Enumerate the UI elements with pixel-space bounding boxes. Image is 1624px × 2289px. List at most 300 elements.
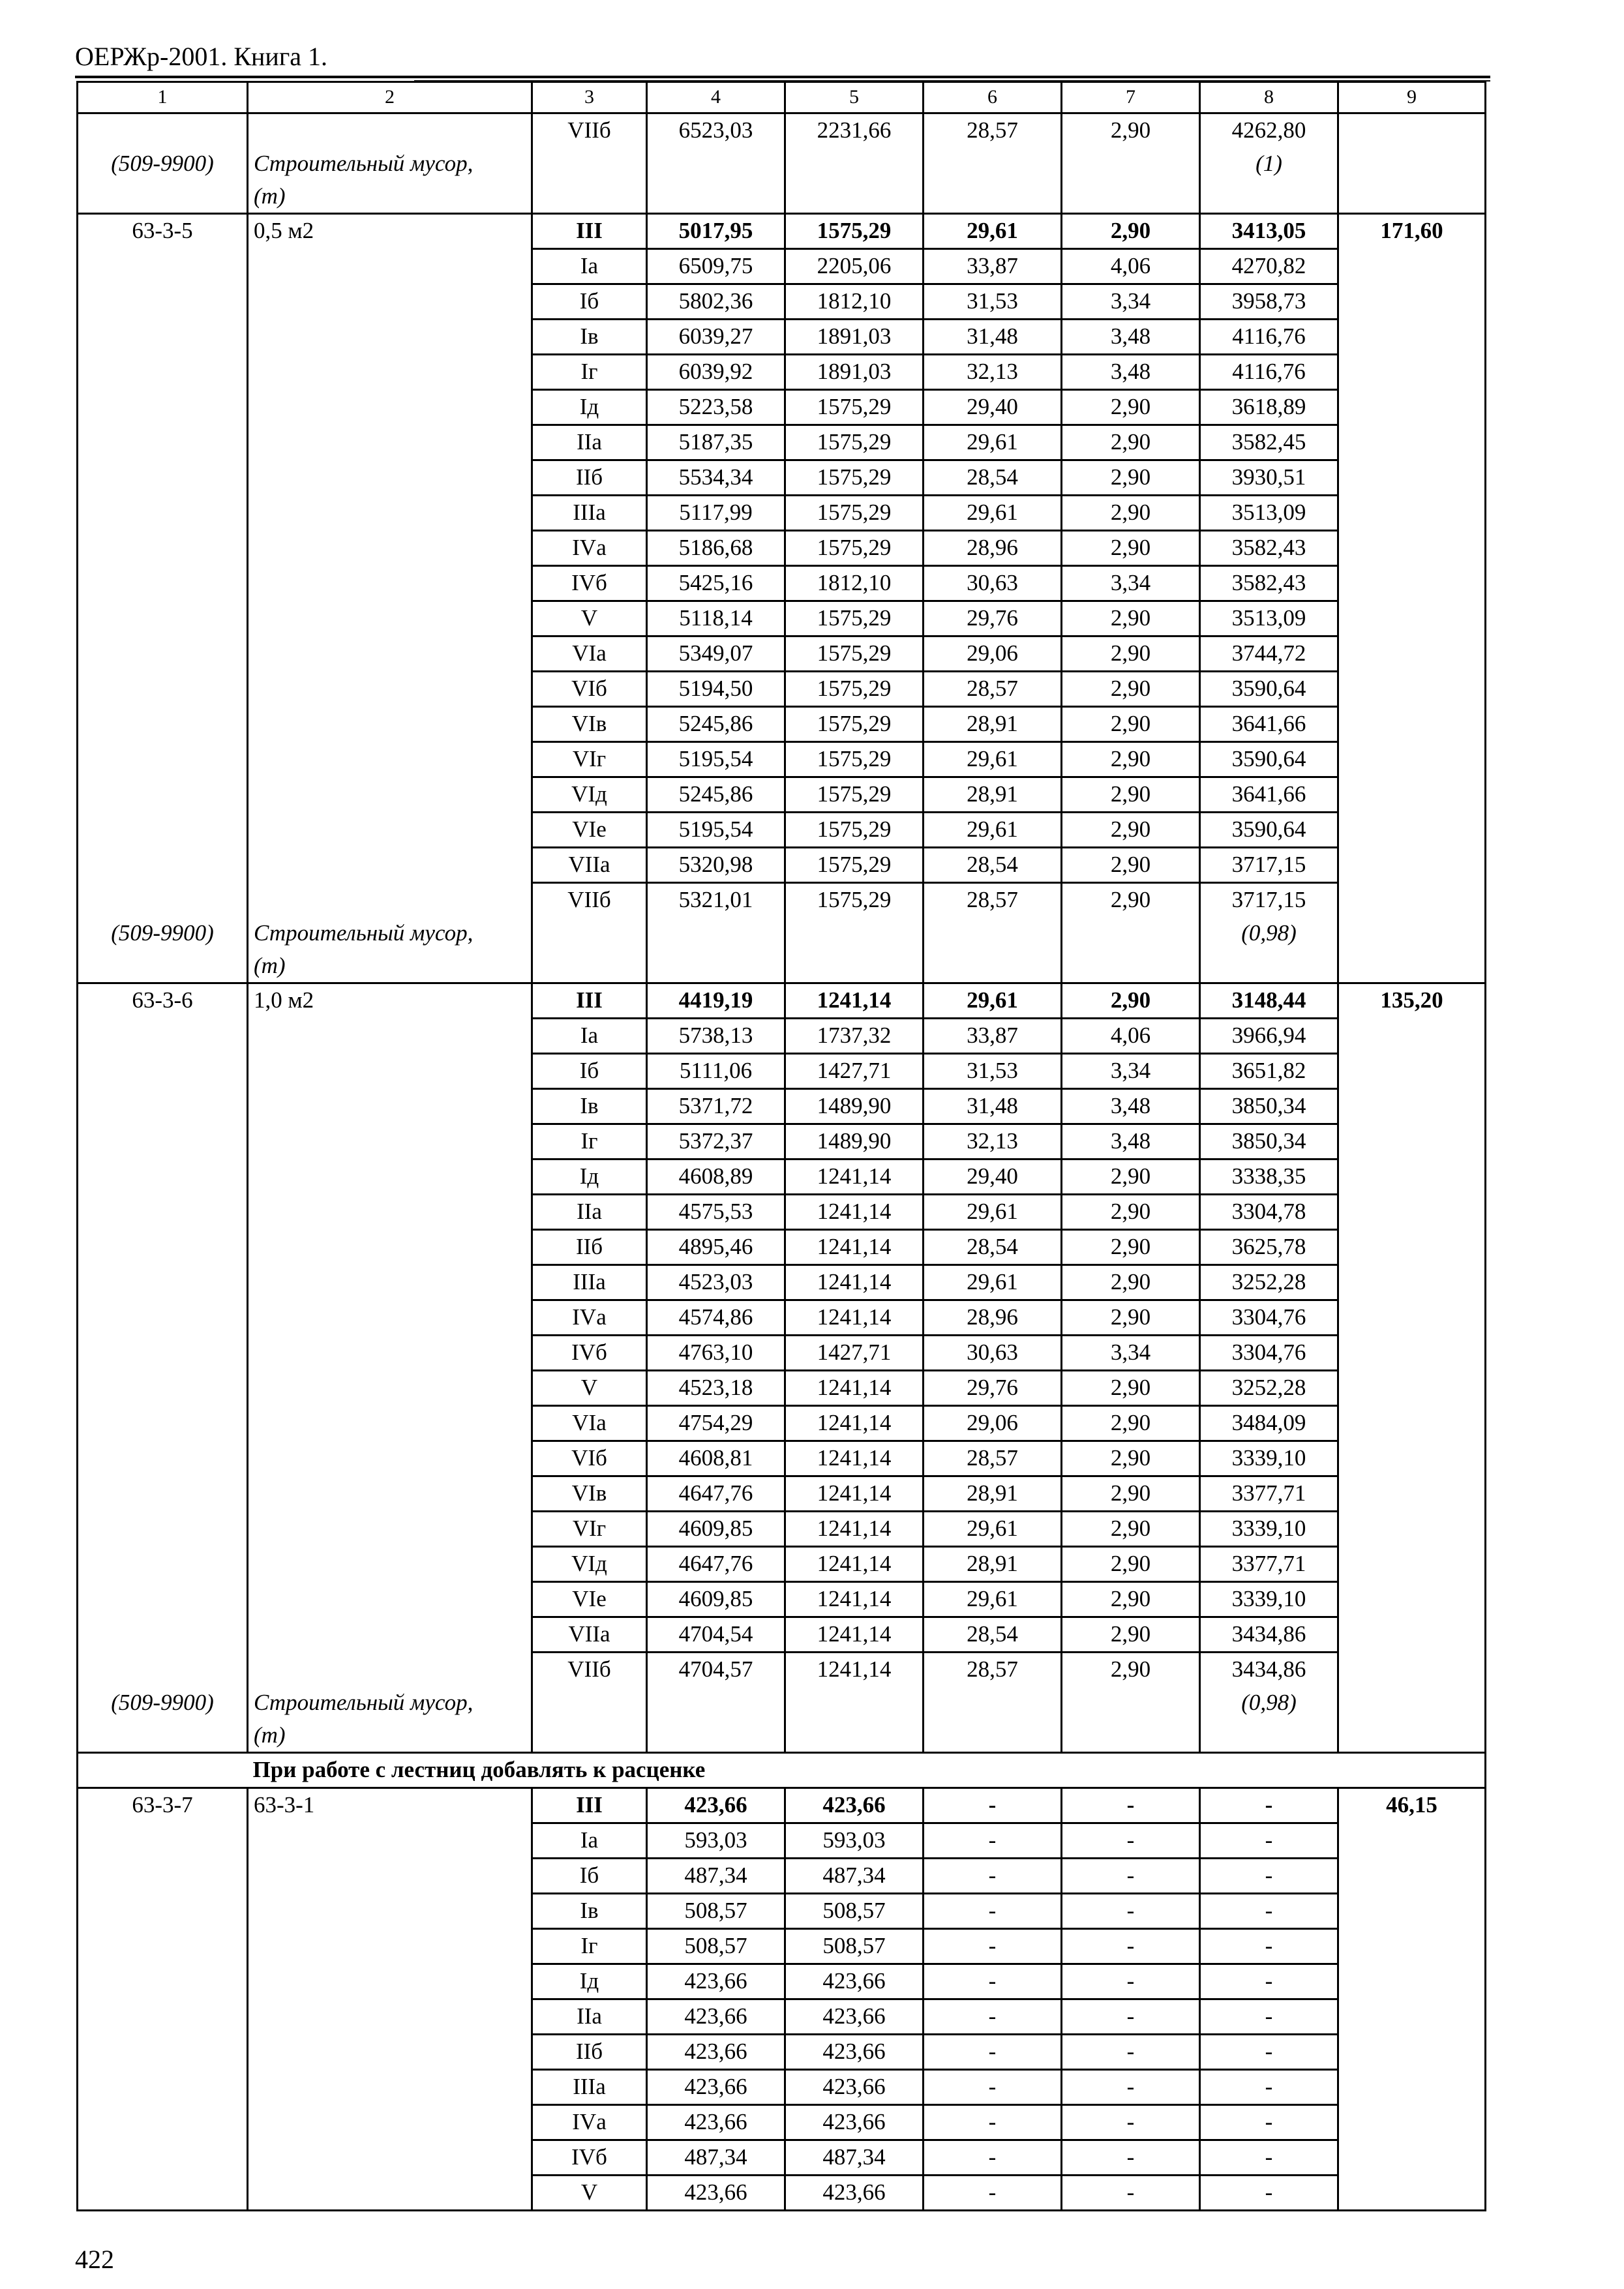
machine-cost: 32,13 xyxy=(924,355,1062,390)
operator-wage: - xyxy=(1062,2035,1200,2070)
table-row xyxy=(78,425,1486,460)
labor-cost: 1575,29 xyxy=(785,390,924,425)
empty-cell xyxy=(785,917,924,983)
labor-cost: 1241,14 xyxy=(785,1265,924,1300)
labor-hours xyxy=(1338,566,1486,601)
operator-wage: 3,48 xyxy=(1062,320,1200,355)
column-number: 9 xyxy=(1338,82,1486,113)
waste-label xyxy=(248,1686,532,1753)
item-code xyxy=(78,425,248,460)
item-name xyxy=(248,113,532,148)
machine-cost: 29,61 xyxy=(924,1195,1062,1230)
direct-cost: 4704,54 xyxy=(647,1617,785,1653)
item-name xyxy=(248,1371,532,1406)
operator-wage: 2,90 xyxy=(1062,1371,1200,1406)
region-zone: VIа xyxy=(532,636,647,672)
labor-hours xyxy=(1338,1265,1486,1300)
labor-hours xyxy=(1338,883,1486,918)
empty-cell xyxy=(1338,147,1486,214)
machine-cost: 29,61 xyxy=(924,1512,1062,1547)
region-zone: VIг xyxy=(532,742,647,777)
column-number: 4 xyxy=(647,82,785,113)
labor-hours xyxy=(1338,707,1486,742)
labor-cost: 1737,32 xyxy=(785,1019,924,1054)
empty-cell xyxy=(78,1753,248,1788)
labor-hours xyxy=(1338,355,1486,390)
operator-wage: 2,90 xyxy=(1062,983,1200,1019)
direct-cost: 5534,34 xyxy=(647,460,785,496)
table-row xyxy=(78,1964,1486,1999)
materials-cost: 3304,76 xyxy=(1200,1336,1338,1371)
item-name: 63-3-1 xyxy=(248,1788,532,1823)
direct-cost: 5371,72 xyxy=(647,1089,785,1124)
region-zone: Iа xyxy=(532,1823,647,1859)
operator-wage: 2,90 xyxy=(1062,531,1200,566)
machine-cost: 28,54 xyxy=(924,848,1062,883)
item-name xyxy=(248,848,532,883)
machine-cost: 28,54 xyxy=(924,460,1062,496)
labor-hours xyxy=(1338,1929,1486,1964)
machine-cost: 28,96 xyxy=(924,1300,1062,1336)
item-code xyxy=(78,1406,248,1441)
materials-cost: 3618,89 xyxy=(1200,390,1338,425)
labor-cost: 423,66 xyxy=(785,1999,924,2035)
labor-cost: 1241,14 xyxy=(785,1230,924,1265)
table-row xyxy=(78,1617,1486,1653)
labor-hours xyxy=(1338,2140,1486,2176)
item-name xyxy=(248,284,532,320)
machine-cost: - xyxy=(924,1929,1062,1964)
region-zone: Iб xyxy=(532,1859,647,1894)
machine-cost: 28,57 xyxy=(924,883,1062,918)
item-code xyxy=(78,320,248,355)
table-row xyxy=(78,1300,1486,1336)
operator-wage: 2,90 xyxy=(1062,1300,1200,1336)
labor-hours xyxy=(1338,2105,1486,2140)
machine-cost: 28,54 xyxy=(924,1230,1062,1265)
region-zone: IIа xyxy=(532,1195,647,1230)
materials-cost: 4262,80 xyxy=(1200,113,1338,148)
direct-cost: 5194,50 xyxy=(647,672,785,707)
labor-hours xyxy=(1338,320,1486,355)
region-zone: Iв xyxy=(532,320,647,355)
waste-quantity: (0,98) xyxy=(1200,1686,1338,1753)
column-number-row xyxy=(78,82,1486,113)
materials-cost: - xyxy=(1200,2176,1338,2211)
labor-cost: 508,57 xyxy=(785,1929,924,1964)
item-name xyxy=(248,883,532,918)
labor-cost: 1575,29 xyxy=(785,601,924,636)
operator-wage: - xyxy=(1062,1929,1200,1964)
labor-hours xyxy=(1338,113,1486,148)
direct-cost: 5017,95 xyxy=(647,214,785,249)
labor-hours xyxy=(1338,1653,1486,1687)
table-row xyxy=(78,636,1486,672)
labor-hours xyxy=(1338,601,1486,636)
waste-label-text: Строительный мусор, xyxy=(254,151,474,176)
region-zone: V xyxy=(532,601,647,636)
region-zone: IVа xyxy=(532,2105,647,2140)
column-number: 2 xyxy=(248,82,532,113)
materials-cost: - xyxy=(1200,2105,1338,2140)
item-code xyxy=(78,1512,248,1547)
item-name xyxy=(248,1617,532,1653)
item-code xyxy=(78,284,248,320)
operator-wage: - xyxy=(1062,2070,1200,2105)
materials-cost: 3850,34 xyxy=(1200,1124,1338,1159)
materials-cost: 3413,05 xyxy=(1200,214,1338,249)
waste-code: (509-9900) xyxy=(78,147,248,214)
item-code: 63-3-6 xyxy=(78,983,248,1019)
table-row xyxy=(78,848,1486,883)
item-code xyxy=(78,1964,248,1999)
document-title: ОЕРЖр-2001. Книга 1. xyxy=(75,42,327,71)
direct-cost: 6523,03 xyxy=(647,113,785,148)
labor-cost: 1241,14 xyxy=(785,1300,924,1336)
region-zone: Iг xyxy=(532,1124,647,1159)
waste-quantity: (0,98) xyxy=(1200,917,1338,983)
materials-cost: - xyxy=(1200,2140,1338,2176)
region-zone: Iв xyxy=(532,1894,647,1929)
machine-cost: - xyxy=(924,1823,1062,1859)
item-code xyxy=(78,1653,248,1687)
item-name xyxy=(248,496,532,531)
item-name xyxy=(248,672,532,707)
empty-cell xyxy=(647,1686,785,1753)
machine-cost: 29,06 xyxy=(924,1406,1062,1441)
materials-cost: 3377,71 xyxy=(1200,1547,1338,1582)
waste-quantity: (1) xyxy=(1200,147,1338,214)
direct-cost: 5117,99 xyxy=(647,496,785,531)
operator-wage: 2,90 xyxy=(1062,636,1200,672)
machine-cost: 31,53 xyxy=(924,284,1062,320)
machine-cost: 30,63 xyxy=(924,1336,1062,1371)
table-row xyxy=(78,249,1486,284)
materials-cost: 3651,82 xyxy=(1200,1054,1338,1089)
materials-cost: 3582,43 xyxy=(1200,566,1338,601)
region-zone: Iд xyxy=(532,1964,647,1999)
machine-cost: 33,87 xyxy=(924,1019,1062,1054)
direct-cost: 6509,75 xyxy=(647,249,785,284)
empty-cell xyxy=(785,147,924,214)
item-name xyxy=(248,777,532,813)
table-row xyxy=(78,113,1486,148)
column-number: 8 xyxy=(1200,82,1338,113)
labor-cost: 508,57 xyxy=(785,1894,924,1929)
labor-cost: 2231,66 xyxy=(785,113,924,148)
labor-cost: 1241,14 xyxy=(785,1441,924,1476)
item-code xyxy=(78,2035,248,2070)
labor-hours xyxy=(1338,425,1486,460)
table-row xyxy=(78,1653,1486,1687)
item-code xyxy=(78,707,248,742)
labor-cost: 1241,14 xyxy=(785,1406,924,1441)
direct-cost: 4895,46 xyxy=(647,1230,785,1265)
table-row xyxy=(78,1999,1486,2035)
operator-wage: 3,34 xyxy=(1062,566,1200,601)
item-code xyxy=(78,1371,248,1406)
direct-cost: 4523,03 xyxy=(647,1265,785,1300)
item-code xyxy=(78,1441,248,1476)
machine-cost: - xyxy=(924,2105,1062,2140)
region-zone: VIе xyxy=(532,813,647,848)
labor-cost: 1575,29 xyxy=(785,214,924,249)
item-name xyxy=(248,566,532,601)
item-name xyxy=(248,1089,532,1124)
region-zone: VIд xyxy=(532,1547,647,1582)
table-row xyxy=(78,1265,1486,1300)
machine-cost: 28,96 xyxy=(924,531,1062,566)
item-code xyxy=(78,460,248,496)
labor-hours xyxy=(1338,1054,1486,1089)
direct-cost: 5118,14 xyxy=(647,601,785,636)
operator-wage: 2,90 xyxy=(1062,1406,1200,1441)
machine-cost: 31,53 xyxy=(924,1054,1062,1089)
operator-wage: 2,90 xyxy=(1062,1653,1200,1687)
labor-cost: 2205,06 xyxy=(785,249,924,284)
item-name xyxy=(248,2140,532,2176)
labor-hours: 46,15 xyxy=(1338,1788,1486,1823)
labor-hours xyxy=(1338,531,1486,566)
direct-cost: 5245,86 xyxy=(647,777,785,813)
materials-cost: - xyxy=(1200,1823,1338,1859)
operator-wage: 3,34 xyxy=(1062,1054,1200,1089)
machine-cost: - xyxy=(924,1859,1062,1894)
item-name: 0,5 м2 xyxy=(248,214,532,249)
direct-cost: 423,66 xyxy=(647,2035,785,2070)
machine-cost: 28,57 xyxy=(924,1441,1062,1476)
labor-cost: 1241,14 xyxy=(785,1195,924,1230)
machine-cost: - xyxy=(924,1964,1062,1999)
table-row xyxy=(78,777,1486,813)
region-zone: IVб xyxy=(532,566,647,601)
operator-wage: 3,48 xyxy=(1062,1089,1200,1124)
operator-wage: - xyxy=(1062,1823,1200,1859)
waste-code: (509-9900) xyxy=(78,1686,248,1753)
item-code xyxy=(78,1823,248,1859)
operator-wage: 2,90 xyxy=(1062,425,1200,460)
materials-cost: 4116,76 xyxy=(1200,320,1338,355)
item-code xyxy=(78,1894,248,1929)
region-zone: VIIб xyxy=(532,883,647,918)
labor-hours xyxy=(1338,1512,1486,1547)
materials-cost: 3252,28 xyxy=(1200,1265,1338,1300)
operator-wage: 2,90 xyxy=(1062,1547,1200,1582)
labor-hours xyxy=(1338,813,1486,848)
direct-cost: 423,66 xyxy=(647,2176,785,2211)
region-zone: IIб xyxy=(532,2035,647,2070)
table-row xyxy=(78,1406,1486,1441)
empty-cell xyxy=(1062,147,1200,214)
region-zone: Iд xyxy=(532,390,647,425)
machine-cost: 29,06 xyxy=(924,636,1062,672)
labor-hours xyxy=(1338,672,1486,707)
item-name xyxy=(248,1019,532,1054)
table-row xyxy=(78,1547,1486,1582)
labor-hours xyxy=(1338,1547,1486,1582)
item-name xyxy=(248,813,532,848)
region-zone: IIа xyxy=(532,1999,647,2035)
waste-row xyxy=(78,917,1486,983)
direct-cost: 4608,89 xyxy=(647,1159,785,1195)
region-zone: VIв xyxy=(532,1476,647,1512)
item-code xyxy=(78,2070,248,2105)
operator-wage: 2,90 xyxy=(1062,1582,1200,1617)
empty-cell xyxy=(1062,917,1200,983)
direct-cost: 4754,29 xyxy=(647,1406,785,1441)
direct-cost: 508,57 xyxy=(647,1929,785,1964)
page-header xyxy=(75,39,1490,78)
table-row-main xyxy=(78,214,1486,249)
waste-label-text: Строительный мусор, xyxy=(254,920,474,946)
direct-cost: 5425,16 xyxy=(647,566,785,601)
item-name xyxy=(248,1441,532,1476)
region-zone: IIб xyxy=(532,1230,647,1265)
operator-wage: 2,90 xyxy=(1062,777,1200,813)
item-name xyxy=(248,1195,532,1230)
labor-cost: 1891,03 xyxy=(785,320,924,355)
item-code xyxy=(78,742,248,777)
direct-cost: 593,03 xyxy=(647,1823,785,1859)
machine-cost: 29,61 xyxy=(924,1582,1062,1617)
operator-wage: - xyxy=(1062,2105,1200,2140)
labor-cost: 423,66 xyxy=(785,2035,924,2070)
direct-cost: 5195,54 xyxy=(647,742,785,777)
region-zone: VIг xyxy=(532,1512,647,1547)
table-row xyxy=(78,2035,1486,2070)
labor-hours xyxy=(1338,284,1486,320)
table-row xyxy=(78,1089,1486,1124)
table-row xyxy=(78,355,1486,390)
item-code xyxy=(78,531,248,566)
labor-cost: 423,66 xyxy=(785,1788,924,1823)
region-zone: IVб xyxy=(532,1336,647,1371)
direct-cost: 487,34 xyxy=(647,1859,785,1894)
empty-cell xyxy=(532,1686,647,1753)
machine-cost: 28,54 xyxy=(924,1617,1062,1653)
materials-cost: - xyxy=(1200,2035,1338,2070)
labor-hours xyxy=(1338,390,1486,425)
labor-hours xyxy=(1338,1124,1486,1159)
labor-hours: 135,20 xyxy=(1338,983,1486,1019)
waste-label xyxy=(248,147,532,214)
machine-cost: - xyxy=(924,1894,1062,1929)
direct-cost: 5349,07 xyxy=(647,636,785,672)
table-row xyxy=(78,1124,1486,1159)
materials-cost: 3590,64 xyxy=(1200,672,1338,707)
item-name xyxy=(248,1124,532,1159)
direct-cost: 5195,54 xyxy=(647,813,785,848)
materials-cost: 3958,73 xyxy=(1200,284,1338,320)
column-number: 5 xyxy=(785,82,924,113)
labor-hours xyxy=(1338,496,1486,531)
materials-cost: 3717,15 xyxy=(1200,848,1338,883)
item-name xyxy=(248,636,532,672)
region-zone: Iд xyxy=(532,1159,647,1195)
materials-cost: 3304,76 xyxy=(1200,1300,1338,1336)
item-name xyxy=(248,2070,532,2105)
item-name xyxy=(248,1964,532,1999)
labor-cost: 1241,14 xyxy=(785,1512,924,1547)
item-code xyxy=(78,1859,248,1894)
labor-cost: 1489,90 xyxy=(785,1089,924,1124)
materials-cost: 3484,09 xyxy=(1200,1406,1338,1441)
labor-cost: 1241,14 xyxy=(785,1159,924,1195)
region-zone: V xyxy=(532,1371,647,1406)
labor-hours xyxy=(1338,1230,1486,1265)
labor-hours xyxy=(1338,1371,1486,1406)
region-zone: VIв xyxy=(532,707,647,742)
operator-wage: 2,90 xyxy=(1062,742,1200,777)
column-number: 1 xyxy=(78,82,248,113)
operator-wage: 3,34 xyxy=(1062,1336,1200,1371)
machine-cost: - xyxy=(924,2035,1062,2070)
item-name xyxy=(248,1859,532,1894)
labor-hours xyxy=(1338,1823,1486,1859)
materials-cost: 3582,43 xyxy=(1200,531,1338,566)
labor-hours xyxy=(1338,1617,1486,1653)
operator-wage: - xyxy=(1062,1788,1200,1823)
table-row xyxy=(78,1195,1486,1230)
table-row xyxy=(78,460,1486,496)
operator-wage: 2,90 xyxy=(1062,707,1200,742)
machine-cost: 31,48 xyxy=(924,1089,1062,1124)
item-name xyxy=(248,1230,532,1265)
table-row xyxy=(78,390,1486,425)
item-code xyxy=(78,1617,248,1653)
table-row xyxy=(78,883,1486,918)
machine-cost: 29,40 xyxy=(924,390,1062,425)
item-code xyxy=(78,2176,248,2211)
labor-hours xyxy=(1338,1964,1486,1999)
machine-cost: 28,57 xyxy=(924,672,1062,707)
table-row xyxy=(78,1019,1486,1054)
item-code xyxy=(78,1999,248,2035)
region-zone: III xyxy=(532,1788,647,1823)
region-zone: IVб xyxy=(532,2140,647,2176)
labor-hours xyxy=(1338,1300,1486,1336)
region-zone: VIIб xyxy=(532,113,647,148)
labor-hours xyxy=(1338,1441,1486,1476)
machine-cost: 28,91 xyxy=(924,1547,1062,1582)
labor-cost: 1575,29 xyxy=(785,496,924,531)
labor-hours xyxy=(1338,1195,1486,1230)
machine-cost: - xyxy=(924,2070,1062,2105)
direct-cost: 423,66 xyxy=(647,2070,785,2105)
region-zone: VIб xyxy=(532,672,647,707)
labor-cost: 1575,29 xyxy=(785,425,924,460)
empty-cell xyxy=(924,1686,1062,1753)
table-row xyxy=(78,1336,1486,1371)
item-name xyxy=(248,355,532,390)
direct-cost: 423,66 xyxy=(647,1999,785,2035)
waste-unit: (т) xyxy=(254,183,286,209)
labor-cost: 1575,29 xyxy=(785,672,924,707)
labor-cost: 1241,14 xyxy=(785,1653,924,1687)
labor-hours xyxy=(1338,1999,1486,2035)
labor-cost: 487,34 xyxy=(785,2140,924,2176)
machine-cost: 28,91 xyxy=(924,707,1062,742)
item-code xyxy=(78,1929,248,1964)
operator-wage: 3,48 xyxy=(1062,1124,1200,1159)
column-number: 3 xyxy=(532,82,647,113)
item-code xyxy=(78,1230,248,1265)
item-code xyxy=(78,883,248,918)
machine-cost: 28,91 xyxy=(924,777,1062,813)
table-row xyxy=(78,1476,1486,1512)
labor-cost: 1241,14 xyxy=(785,1476,924,1512)
operator-wage: - xyxy=(1062,2140,1200,2176)
